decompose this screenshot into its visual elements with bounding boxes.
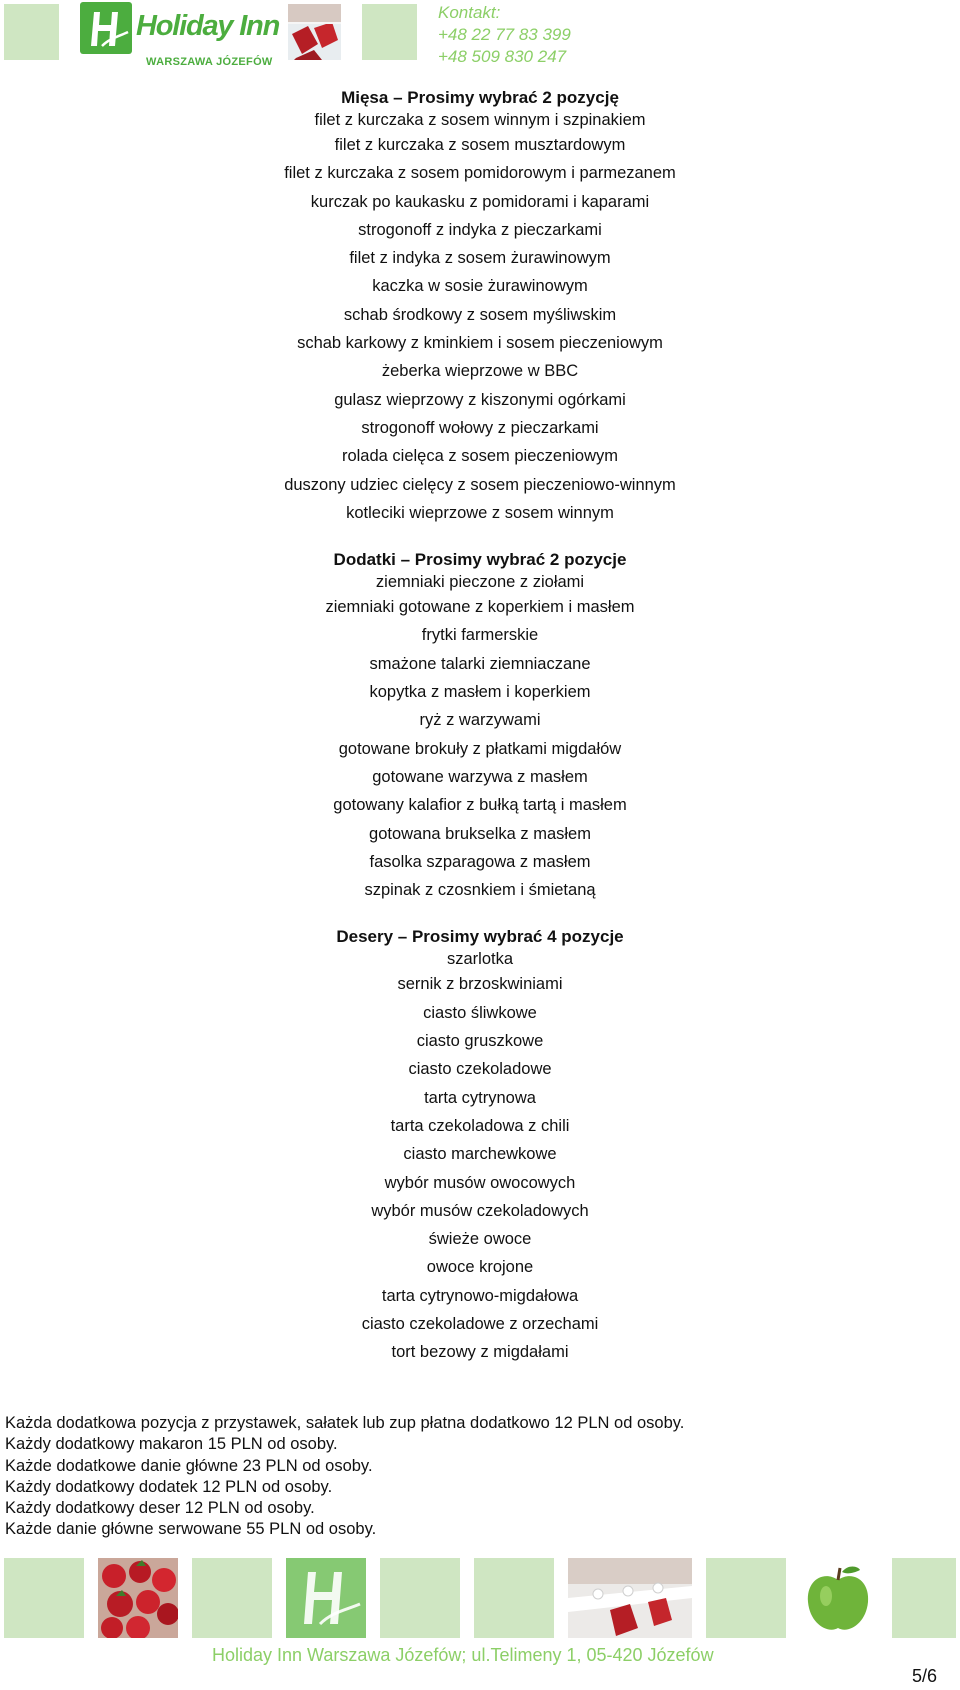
list-item: gotowany kalafior z bułką tartą i masłem	[333, 796, 627, 815]
footer-tile	[192, 1558, 272, 1638]
footer-tile	[380, 1558, 460, 1638]
list-item: gotowane brokuły z płatkami migdałów	[338, 739, 622, 758]
list-item: kopytka z masłem i koperkiem	[369, 683, 591, 702]
list-item: wybór musów owocowych	[384, 1173, 576, 1192]
item-list	[0, 571, 960, 904]
list-item: ciasto marchewkowe	[403, 1145, 557, 1164]
contact-block	[438, 2, 571, 68]
list-item: gotowane warzywa z masłem	[372, 767, 588, 786]
list-item: owoce krojone	[426, 1258, 534, 1277]
list-item: filet z kurczaka z sosem musztardowym	[334, 136, 626, 154]
list-item: strogonoff wołowy z pieczarkami	[361, 418, 599, 437]
list-item: schab środkowy z sosem myśliwskim	[343, 305, 617, 324]
list-item: ryż z warzywami	[419, 711, 541, 730]
list-item: kotleciki wieprzowe z sosem winnym	[346, 503, 614, 522]
list-item: ciasto czekoladowe z orzechami	[361, 1314, 599, 1333]
list-item: fasolka szparagowa z masłem	[369, 852, 591, 871]
page-header	[0, 0, 960, 68]
list-item: kaczka w sosie żurawinowym	[372, 277, 588, 296]
item-list	[0, 948, 960, 1366]
section-sides	[0, 549, 960, 904]
contact-label: Kontakt:	[438, 3, 501, 22]
surcharge-notes	[5, 1413, 925, 1541]
section-meats	[0, 87, 960, 527]
list-item: tarta cytrynowo-migdałowa	[381, 1286, 579, 1305]
list-item: tarta czekoladowa z chili	[390, 1116, 570, 1135]
list-item: schab karkowy z kminkiem i sosem pieczeniowym	[297, 334, 663, 353]
surcharge-line: Każdy dodatkowy deser 12 PLN od osoby.	[5, 1499, 315, 1518]
footer-tile	[4, 1558, 84, 1638]
list-item: świeże owoce	[428, 1230, 532, 1249]
item-list	[0, 109, 960, 527]
surcharge-line: Każdy dodatkowy dodatek 12 PLN od osoby.	[5, 1477, 333, 1496]
surcharge-line: Każde danie główne serwowane 55 PLN od osoby.	[5, 1520, 377, 1539]
brand-name: Holiday Inn	[136, 10, 280, 42]
list-item: sernik z brzoskwiniami	[397, 975, 563, 994]
list-item: szarlotka	[446, 950, 514, 969]
banquet-table-photo-icon	[568, 1558, 692, 1638]
header-tile-left	[4, 4, 59, 60]
footer-tile	[892, 1558, 956, 1638]
list-item: żeberka wieprzowe w BBC	[381, 362, 579, 381]
list-item: filet z indyka z sosem żurawinowym	[349, 249, 611, 268]
contact-phone-2: +48 509 830 247	[438, 47, 567, 66]
list-item: smażone talarki ziemniaczane	[369, 654, 591, 673]
green-apple-icon	[798, 1558, 878, 1638]
brand-location: WARSZAWA JÓZEFÓW	[146, 56, 273, 68]
list-item: ciasto czekoladowe	[408, 1060, 552, 1079]
list-item: tort bezowy z migdałami	[391, 1343, 569, 1362]
header-photo-icon	[288, 4, 341, 60]
menu-content	[0, 87, 960, 1389]
list-item: kurczak po kaukasku z pomidorami i kaparami	[310, 192, 650, 211]
list-item: ziemniaki gotowane z koperkiem i masłem	[325, 598, 635, 617]
page-number: 5/6	[912, 1666, 938, 1686]
footer-address: Holiday Inn Warszawa Józefów; ul.Telimeny 1, 05-420 Józefów	[212, 1645, 714, 1665]
header-tile-right	[362, 4, 417, 60]
holiday-inn-logo	[80, 2, 280, 68]
list-item: filet z kurczaka z sosem winnym i szpinakiem	[314, 111, 646, 129]
section-desserts	[0, 926, 960, 1366]
footer-tile	[474, 1558, 554, 1638]
list-item: gulasz wieprzowy z kiszonymi ogórkami	[334, 390, 626, 409]
list-item: wybór musów czekoladowych	[371, 1201, 589, 1220]
list-item: rolada cielęca z sosem pieczeniowym	[341, 447, 619, 466]
holiday-inn-h-icon	[286, 1558, 366, 1638]
list-item: strogonoff z indyka z pieczarkami	[358, 220, 602, 239]
list-item: filet z kurczaka z sosem pomidorowym i parmezanem	[284, 164, 676, 183]
list-item: ziemniaki pieczone z ziołami	[375, 573, 585, 592]
list-item: ciasto śliwkowe	[423, 1003, 537, 1022]
list-item: ciasto gruszkowe	[416, 1032, 544, 1051]
list-item: gotowana brukselka z masłem	[369, 824, 591, 843]
list-item: duszony udziec cielęcy z sosem pieczeniowo-winnym	[284, 475, 676, 494]
list-item: tarta cytrynowa	[424, 1088, 536, 1107]
footer-image-strip	[0, 1558, 960, 1638]
surcharge-line: Każda dodatkowa pozycja z przystawek, sałatek lub zup płatna dodatkowo 12 PLN od osoby.	[5, 1414, 685, 1432]
section-title: Mięsa – Prosimy wybrać 2 pozycję	[341, 88, 619, 107]
strawberries-photo-icon	[98, 1558, 178, 1638]
section-title: Desery – Prosimy wybrać 4 pozycje	[336, 927, 624, 947]
footer-tile	[706, 1558, 786, 1638]
list-item: szpinak z czosnkiem i śmietaną	[364, 881, 596, 900]
list-item: frytki farmerskie	[421, 626, 539, 645]
section-title: Dodatki – Prosimy wybrać 2 pozycje	[333, 550, 627, 570]
surcharge-line: Każde dodatkowe danie główne 23 PLN od osoby.	[5, 1456, 373, 1475]
holiday-inn-h-icon	[80, 2, 132, 54]
contact-phone-1: +48 22 77 83 399	[438, 25, 571, 44]
surcharge-line: Każdy dodatkowy makaron 15 PLN od osoby.	[5, 1435, 338, 1454]
